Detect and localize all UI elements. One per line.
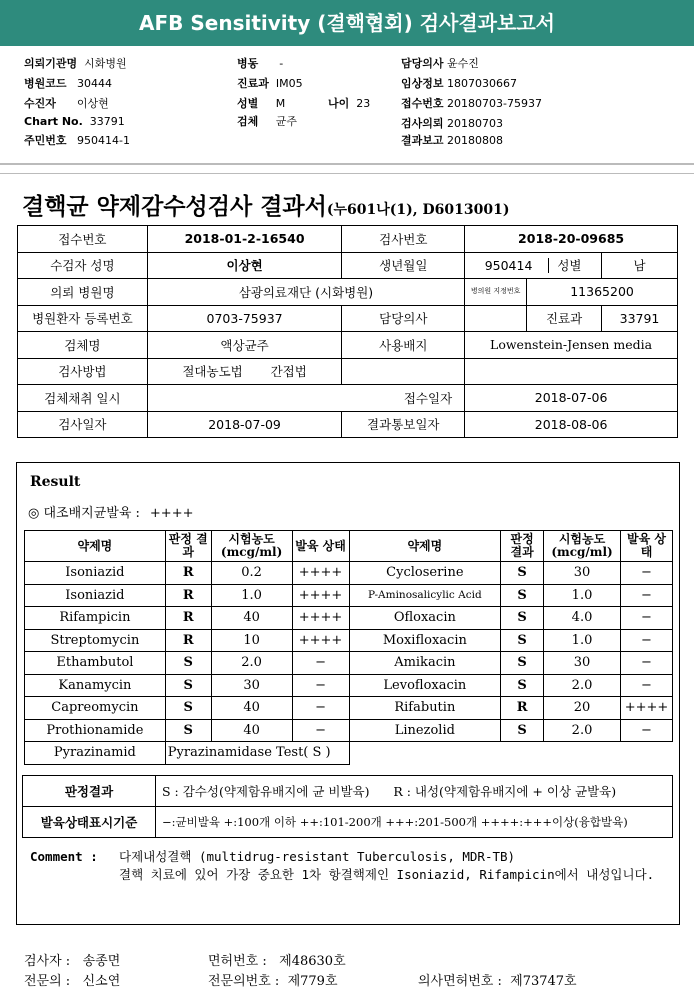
notified-date: 2018-08-06: [465, 411, 678, 438]
drug-name: Isoniazid: [25, 584, 166, 607]
growth: ++++: [292, 562, 349, 585]
header-field: 검체 균주: [237, 115, 298, 128]
comment-line: 결핵 치료에 있어 가장 중요한 1차 항결핵제인 Isoniazid, Rifampicin에서 내성입니다.: [119, 867, 655, 882]
growth: −: [620, 584, 672, 607]
drug-name: Capreomycin: [25, 697, 166, 720]
growth: ++++: [620, 697, 672, 720]
table-row: [25, 607, 673, 630]
cell-label: 결과통보일자: [342, 411, 465, 438]
table-row: [25, 719, 673, 742]
judgement: S: [501, 652, 544, 675]
license-no: 면허번호 : 제48630호: [208, 954, 346, 969]
cell-label: 검사방법: [18, 358, 148, 385]
header-field: 수진자 이상현: [24, 97, 109, 110]
drug-name: Linezolid: [349, 719, 501, 742]
concentration: 30: [544, 562, 621, 585]
cell-label: 사용배지: [342, 332, 465, 359]
empty-cell: [465, 358, 678, 385]
header-field: 성별 M: [237, 97, 286, 110]
growth: −: [620, 719, 672, 742]
judgement: S: [165, 719, 211, 742]
doctor-license: 의사면허번호 : 제73747호: [418, 974, 577, 989]
drug-name: Prothionamide: [25, 719, 166, 742]
judgement: S: [501, 607, 544, 630]
cell-label: 검체명: [18, 332, 148, 359]
cell-label: 병의원 지정번호: [465, 279, 527, 306]
header-field: 결과보고 20180808: [401, 134, 504, 147]
judgement: R: [165, 607, 211, 630]
control-growth: ◎ 대조배지균발육 : ++++: [28, 506, 194, 521]
dob: 950414 성별: [465, 252, 602, 279]
concentration: 0.2: [211, 562, 292, 585]
growth: −: [620, 629, 672, 652]
report-title: 결핵균 약제감수성검사 결과서(누601나(1), D6013001): [22, 193, 510, 220]
judge-legend: S : 감수성(약제함유배지에 균 비발육) R : 내성(약제함유배지에 + 이상 균발육): [156, 776, 673, 807]
concentration: 1.0: [211, 584, 292, 607]
drug-name: Amikacin: [349, 652, 501, 675]
cell-label: 수검자 성명: [18, 252, 148, 279]
concentration: 40: [211, 719, 292, 742]
growth: ++++: [292, 629, 349, 652]
table-row: [25, 584, 673, 607]
table-row: [25, 562, 673, 585]
received-date: 2018-07-06: [465, 385, 678, 412]
table-row: [25, 742, 673, 765]
growth-legend: −:균비발육 +:100개 이하 ++:101-200개 +++:201-500개 ++++:+++이상(융합발육): [156, 807, 673, 838]
test-date: 2018-07-09: [147, 411, 342, 438]
header-field: 의뢰기관명 시화병원: [24, 57, 127, 70]
growth: −: [620, 607, 672, 630]
drug-name: P-Aminosalicylic Acid: [349, 584, 501, 607]
concentration: 2.0: [544, 719, 621, 742]
column-header: 판정 결과: [501, 531, 544, 562]
drug-name: Moxifloxacin: [349, 629, 501, 652]
registration-no: 0703-75937: [147, 305, 342, 332]
table-row: [25, 629, 673, 652]
table-row: [25, 674, 673, 697]
cell-label: 검체채취 일시: [18, 385, 148, 412]
drug-name: Pyrazinamid: [25, 742, 166, 765]
pza-test: Pyrazinamidase Test( S ): [165, 742, 349, 765]
column-header: 판정 결과: [165, 531, 211, 562]
drug-name: Isoniazid: [25, 562, 166, 585]
header-field: 나이 23: [328, 97, 371, 110]
drug-name: Kanamycin: [25, 674, 166, 697]
test-no: 2018-20-09685: [465, 226, 678, 253]
concentration: 20: [544, 697, 621, 720]
column-header: 약제명: [349, 531, 501, 562]
judgement: S: [501, 674, 544, 697]
medium: Lowenstein-Jensen media: [465, 332, 678, 359]
specimen: 액상균주: [147, 332, 342, 359]
table-row: [25, 697, 673, 720]
judgement: R: [501, 697, 544, 720]
judgement: S: [165, 697, 211, 720]
hospital-code: 11365200: [527, 279, 678, 306]
concentration: 40: [211, 697, 292, 720]
legend-table: [22, 775, 673, 838]
receipt-no: 2018-01-2-16540: [147, 226, 342, 253]
report-banner: AFB Sensitivity (결핵협회) 검사결과보고서: [0, 0, 694, 46]
judgement: R: [165, 584, 211, 607]
column-header: 발육 상태: [292, 531, 349, 562]
judgement: S: [501, 562, 544, 585]
growth: −: [620, 674, 672, 697]
growth: −: [292, 719, 349, 742]
empty-cell: [349, 742, 672, 765]
column-header: 발육 상태: [620, 531, 672, 562]
concentration: 30: [211, 674, 292, 697]
growth: −: [292, 697, 349, 720]
concentration: 1.0: [544, 584, 621, 607]
growth: ++++: [292, 607, 349, 630]
test-method: 절대농도법 간접법: [147, 358, 342, 385]
header-field: 병동 -: [237, 57, 284, 70]
doctor: [465, 305, 527, 332]
cell-label: 검사일자: [18, 411, 148, 438]
growth-label: 발육상태표시기준: [23, 807, 156, 838]
concentration: 10: [211, 629, 292, 652]
concentration: 1.0: [544, 629, 621, 652]
judgement: S: [165, 652, 211, 675]
judge-label: 판정결과: [23, 776, 156, 807]
comment-text: [119, 848, 659, 884]
header-field: 담당의사 윤수진: [401, 57, 479, 70]
growth: −: [620, 652, 672, 675]
cell-label: 담당의사: [342, 305, 465, 332]
header-field: 검사의뢰 20180703: [401, 117, 504, 130]
judgement: R: [165, 629, 211, 652]
empty-cell: [342, 358, 465, 385]
growth: ++++: [292, 584, 349, 607]
patient-name: 이상현: [147, 252, 342, 279]
header-divider: [0, 173, 694, 174]
concentration: 4.0: [544, 607, 621, 630]
judgement: S: [165, 674, 211, 697]
tester: 검사자 : 송종면: [24, 954, 121, 969]
header-field: 진료과 IM05: [237, 77, 303, 90]
specialist-no: 전문의번호 : 제779호: [208, 974, 338, 989]
column-header: 약제명: [25, 531, 166, 562]
cell-label: 접수번호: [18, 226, 148, 253]
result-title: Result: [30, 474, 81, 490]
concentration: 30: [544, 652, 621, 675]
judgement: S: [501, 719, 544, 742]
judgement: R: [165, 562, 211, 585]
growth: −: [292, 652, 349, 675]
header-divider: [0, 163, 694, 165]
cell-label: 진료과: [527, 305, 602, 332]
growth: −: [620, 562, 672, 585]
drug-name: Cycloserine: [349, 562, 501, 585]
column-header: 시험농도 (mcg/ml): [211, 531, 292, 562]
comment-label: Comment :: [30, 849, 98, 864]
collect-date: 접수일자: [147, 385, 464, 412]
header-field: 주민번호 950414-1: [24, 134, 130, 147]
department: 33791: [602, 305, 678, 332]
sex: 남: [602, 252, 678, 279]
header-field: 임상정보 1807030667: [401, 77, 518, 90]
drug-name: Ethambutol: [25, 652, 166, 675]
drug-name: Levofloxacin: [349, 674, 501, 697]
patient-info-table: [17, 225, 678, 438]
growth: −: [292, 674, 349, 697]
judgement: S: [501, 629, 544, 652]
judgement: S: [501, 584, 544, 607]
concentration: 2.0: [211, 652, 292, 675]
drug-name: Streptomycin: [25, 629, 166, 652]
cell-label: 검사번호: [342, 226, 465, 253]
comment-line: 다제내성결핵 (multidrug-resistant Tuberculosis, MDR-TB): [119, 849, 516, 864]
cell-label: 생년월일: [342, 252, 465, 279]
header-field: 접수번호 20180703-75937: [401, 97, 542, 110]
drug-name: Rifabutin: [349, 697, 501, 720]
specialist: 전문의 : 신소연: [24, 974, 121, 989]
header-field: 병원코드 30444: [24, 77, 113, 90]
hospital-name: 삼광의료재단 (시화병원): [147, 279, 464, 306]
header-field: Chart No. 33791: [24, 115, 125, 128]
column-header: 시험농도 (mcg/ml): [544, 531, 621, 562]
drug-name: Rifampicin: [25, 607, 166, 630]
concentration: 40: [211, 607, 292, 630]
cell-label: 병원환자 등록번호: [18, 305, 148, 332]
concentration: 2.0: [544, 674, 621, 697]
drug-table: [24, 530, 673, 765]
drug-name: Ofloxacin: [349, 607, 501, 630]
cell-label: 의뢰 병원명: [18, 279, 148, 306]
table-row: [25, 652, 673, 675]
